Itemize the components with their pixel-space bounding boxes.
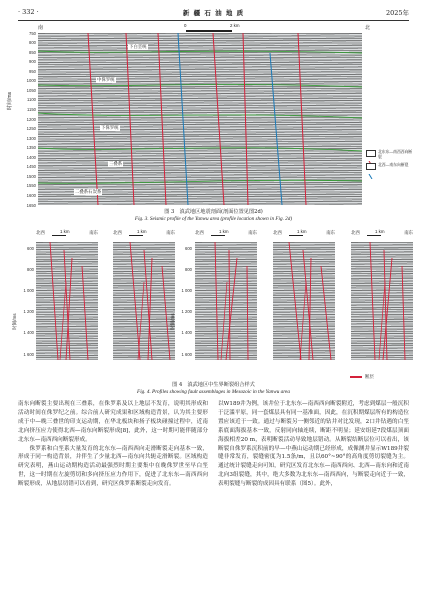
fig4-panel-dir-right: 南东 xyxy=(326,230,335,235)
fig4-y-tick: 600 xyxy=(185,245,192,251)
legend-item-nee xyxy=(366,150,414,159)
fig4-panel-dir-left: 北西 xyxy=(36,230,45,235)
horizon-label-4: 三叠系 xyxy=(109,161,123,166)
fig4-fault-overlay xyxy=(273,242,335,360)
fig4-caption-cn: 图 4 滇武地区中生界断裂组合样式 xyxy=(172,382,255,388)
fig4-y-tick: 800 xyxy=(185,266,192,272)
fig4-panel-scale: 1 km xyxy=(60,229,70,234)
fig3-y-tick: 900 xyxy=(29,59,36,65)
legend-swatch-red xyxy=(366,150,376,157)
fig4-y-tick: 1 200 xyxy=(23,309,34,315)
fig4-panel-scale: 1 km xyxy=(137,229,147,234)
fig3-y-tick: 800 xyxy=(29,40,36,46)
fig3-horizon-lines xyxy=(38,51,362,183)
horizon-label-5: 二叠系石炭系 xyxy=(75,189,102,194)
fig4-fault-overlay xyxy=(351,242,413,360)
fig4-panel-scale-bar xyxy=(129,235,143,236)
fig3-y-tick: 1350 xyxy=(26,145,36,151)
fig3-scale-bar-half xyxy=(186,30,209,32)
fig3-faults-nee xyxy=(88,33,306,205)
fig4-y-tick: 1 400 xyxy=(23,330,34,336)
fig4-panel-scale-bar xyxy=(211,235,225,236)
fig4-y-axis-title-b: 时间/ms xyxy=(170,313,175,330)
fig3-y-tick: 1000 xyxy=(26,78,36,84)
legend-label-nw: 北西—南东向断裂 xyxy=(378,163,409,168)
fig3-y-tick: 1450 xyxy=(26,164,36,170)
fig3-faults-nw xyxy=(178,33,282,205)
fig4-panels xyxy=(18,230,413,380)
fig3-y-tick: 1400 xyxy=(26,154,36,160)
fig4-fault-overlay xyxy=(113,242,175,360)
fig3-overlay xyxy=(38,33,362,205)
fault-legend-label: 断层 xyxy=(365,374,374,379)
fig3-y-tick: 1200 xyxy=(26,116,36,122)
fig3-y-tick: 850 xyxy=(29,49,36,55)
fig4-panel-dir-right: 南东 xyxy=(404,230,413,235)
fig4-seismic-panel xyxy=(273,242,335,360)
fig4-seismic-panel xyxy=(36,242,98,360)
fig3-y-tick: 1600 xyxy=(26,192,36,198)
fig4-y-tick: 600 xyxy=(27,245,34,251)
fig4-y-tick: 1 600 xyxy=(23,351,34,357)
fig3-scale-0: 0 xyxy=(184,23,187,28)
fig3-seismic-section xyxy=(38,33,362,205)
fig3-y-tick: 750 xyxy=(29,30,36,36)
fig3-y-tick: 1300 xyxy=(26,135,36,141)
fig3-y-axis-title: 时间/ms xyxy=(7,91,13,110)
legend-item-nw xyxy=(366,163,414,170)
fig4-y-tick: 1 200 xyxy=(181,309,192,315)
fig3-y-tick: 950 xyxy=(29,68,36,74)
fig3-y-tick: 1250 xyxy=(26,126,36,132)
fig4-seismic-panel xyxy=(195,242,257,360)
fig4-fault-overlay xyxy=(36,242,98,360)
fig4-panel-dir-left: 北西 xyxy=(195,230,204,235)
fig3-y-tick: 1150 xyxy=(26,106,36,112)
fig4-panel-scale-bar xyxy=(367,235,381,236)
body-column-right: 以W189井为例，该井位于北东东—南西西向断裂附近，考虑到煤层一般沉积于泛滥平原，同一套煤层具有同一基准面，因此，在沉积期煤层所有的构造位置应该近于一致。通过与断裂另一侧邻近的钻井对比发现，2口井钻遇的白垩系底面海拔基本一致，反射同向轴连续，断距不明显；延安组延7段煤层顶面海拔相差20 m，表明断裂活动导致地层错动。从断裂结断层位可以看出，该断裂自侏罗系沉积前的早—中燕山运动期已经形成，成像测井显示W189井裂缝非常发育，裂缝密度为1.5条/m，且以60°~90°的高角度剪切裂缝为主。通过统计裂缝走向可知，研究区发育北东东—南西西向、北西—南东向和近南北向3组裂缝，其中，绝大多数为北东东—南西西向，与断裂走向近于一致，表明裂缝与断裂的成因具有联系（图5）。此外， xyxy=(218,401,409,488)
fig4-panel-scale-bar xyxy=(289,235,303,236)
fig3-y-tick: 1050 xyxy=(26,87,36,93)
fig4-y-tick: 800 xyxy=(27,266,34,272)
page-number: · 332 · xyxy=(18,8,39,16)
fig4-y-tick: 1 000 xyxy=(23,287,34,293)
fig4-panel-dir-right: 南东 xyxy=(166,230,175,235)
fig4-panel-dir-right: 南东 xyxy=(89,230,98,235)
fig4-panel-dir-left: 北西 xyxy=(273,230,282,235)
fig4-seismic-panel xyxy=(351,242,413,360)
header-rule xyxy=(18,20,409,21)
fig4-panel-scale: 1 km xyxy=(375,229,385,234)
fig4-legend xyxy=(350,374,374,380)
fig3-dir-right: 北 xyxy=(364,25,370,31)
fig4-seismic-panel xyxy=(113,242,175,360)
horizon-label-1: 下白垩统 xyxy=(129,44,147,49)
horizon-label-3: 下侏罗统 xyxy=(101,125,119,130)
fig4-panel-dir-left: 北西 xyxy=(351,230,360,235)
fig3-y-axis xyxy=(20,30,37,208)
fig3-scale-2: 2 km xyxy=(230,23,240,28)
fig4-panel-scale: 1 km xyxy=(219,229,229,234)
fig4-panel-dir-left: 北西 xyxy=(113,230,122,235)
fault-legend-swatch xyxy=(350,376,362,377)
fig4-panel-scale-bar xyxy=(52,235,66,236)
fig4-caption-en: Fig. 4. Profiles showing fault assemblages in Mesozoic in the Yanwu area xyxy=(137,389,290,395)
body-column-left: 南东向断裂主要出现在三叠系，在侏罗系及以上地层不发育，说明其形成和活动时间在侏罗纪之前。综合前人研究成果和区域构造背景，认为其主要形成于中—晚三叠世的印支运动期，在华北板块和扬子板块碰撞过程中，近南北向挤压应力使得北西—南东向断裂形成[8]，此外，这一时期可能伴随部分北东东—南西西向断裂形成。 侏罗系和白垩系大量发育的北东东—南西西向走滑断裂走向基本一致，形成于同一构造背景，并伴生了少量北西—南东向共轭走滑断裂。区域构造研究表明，燕山运动期构造活动最强烈时期主要集中在晚侏罗世至早白垩世，这一时期在左旋剪切和多向挤压应力作用下，促进了北东东—南西西向断裂形成，从地层切错可以看到，研究区侏罗系断裂走向发育。 xyxy=(18,401,208,488)
legend-label-nee: 北东东—南西西向断裂 xyxy=(378,150,413,159)
fig4-panel-dir-right: 南东 xyxy=(248,230,257,235)
fig4-y-tick: 1 000 xyxy=(181,287,192,293)
fig4-y-axis-title-a: 时间/ms xyxy=(12,313,17,330)
fig4-y-tick: 1 600 xyxy=(181,351,192,357)
fig4-fault-overlay xyxy=(195,242,257,360)
fig3-legend xyxy=(366,150,414,170)
journal-title: 新 疆 石 油 地 质 xyxy=(182,9,245,17)
horizon-label-2: 中侏罗统 xyxy=(97,77,115,82)
fig3-y-tick: 1500 xyxy=(26,173,36,179)
fig4-y-tick: 1 400 xyxy=(181,330,192,336)
fig3-y-tick: 1650 xyxy=(26,202,36,208)
fig3-caption-en: Fig. 3. Seismic profile of the Yanwu area (profile location shown in Fig. 2d) xyxy=(134,216,293,222)
fig3-dir-left: 南 xyxy=(38,25,44,31)
legend-swatch-blue xyxy=(366,163,376,170)
fig3-y-tick: 1550 xyxy=(26,183,36,189)
fig4-panel-scale: 1 km xyxy=(297,229,307,234)
fig3-y-tick: 1100 xyxy=(26,97,36,103)
fig3-caption-cn: 图 3 滇武地区地震剖面(剖面位置见图2d) xyxy=(164,209,263,215)
year-label: 2025年 xyxy=(385,9,409,17)
